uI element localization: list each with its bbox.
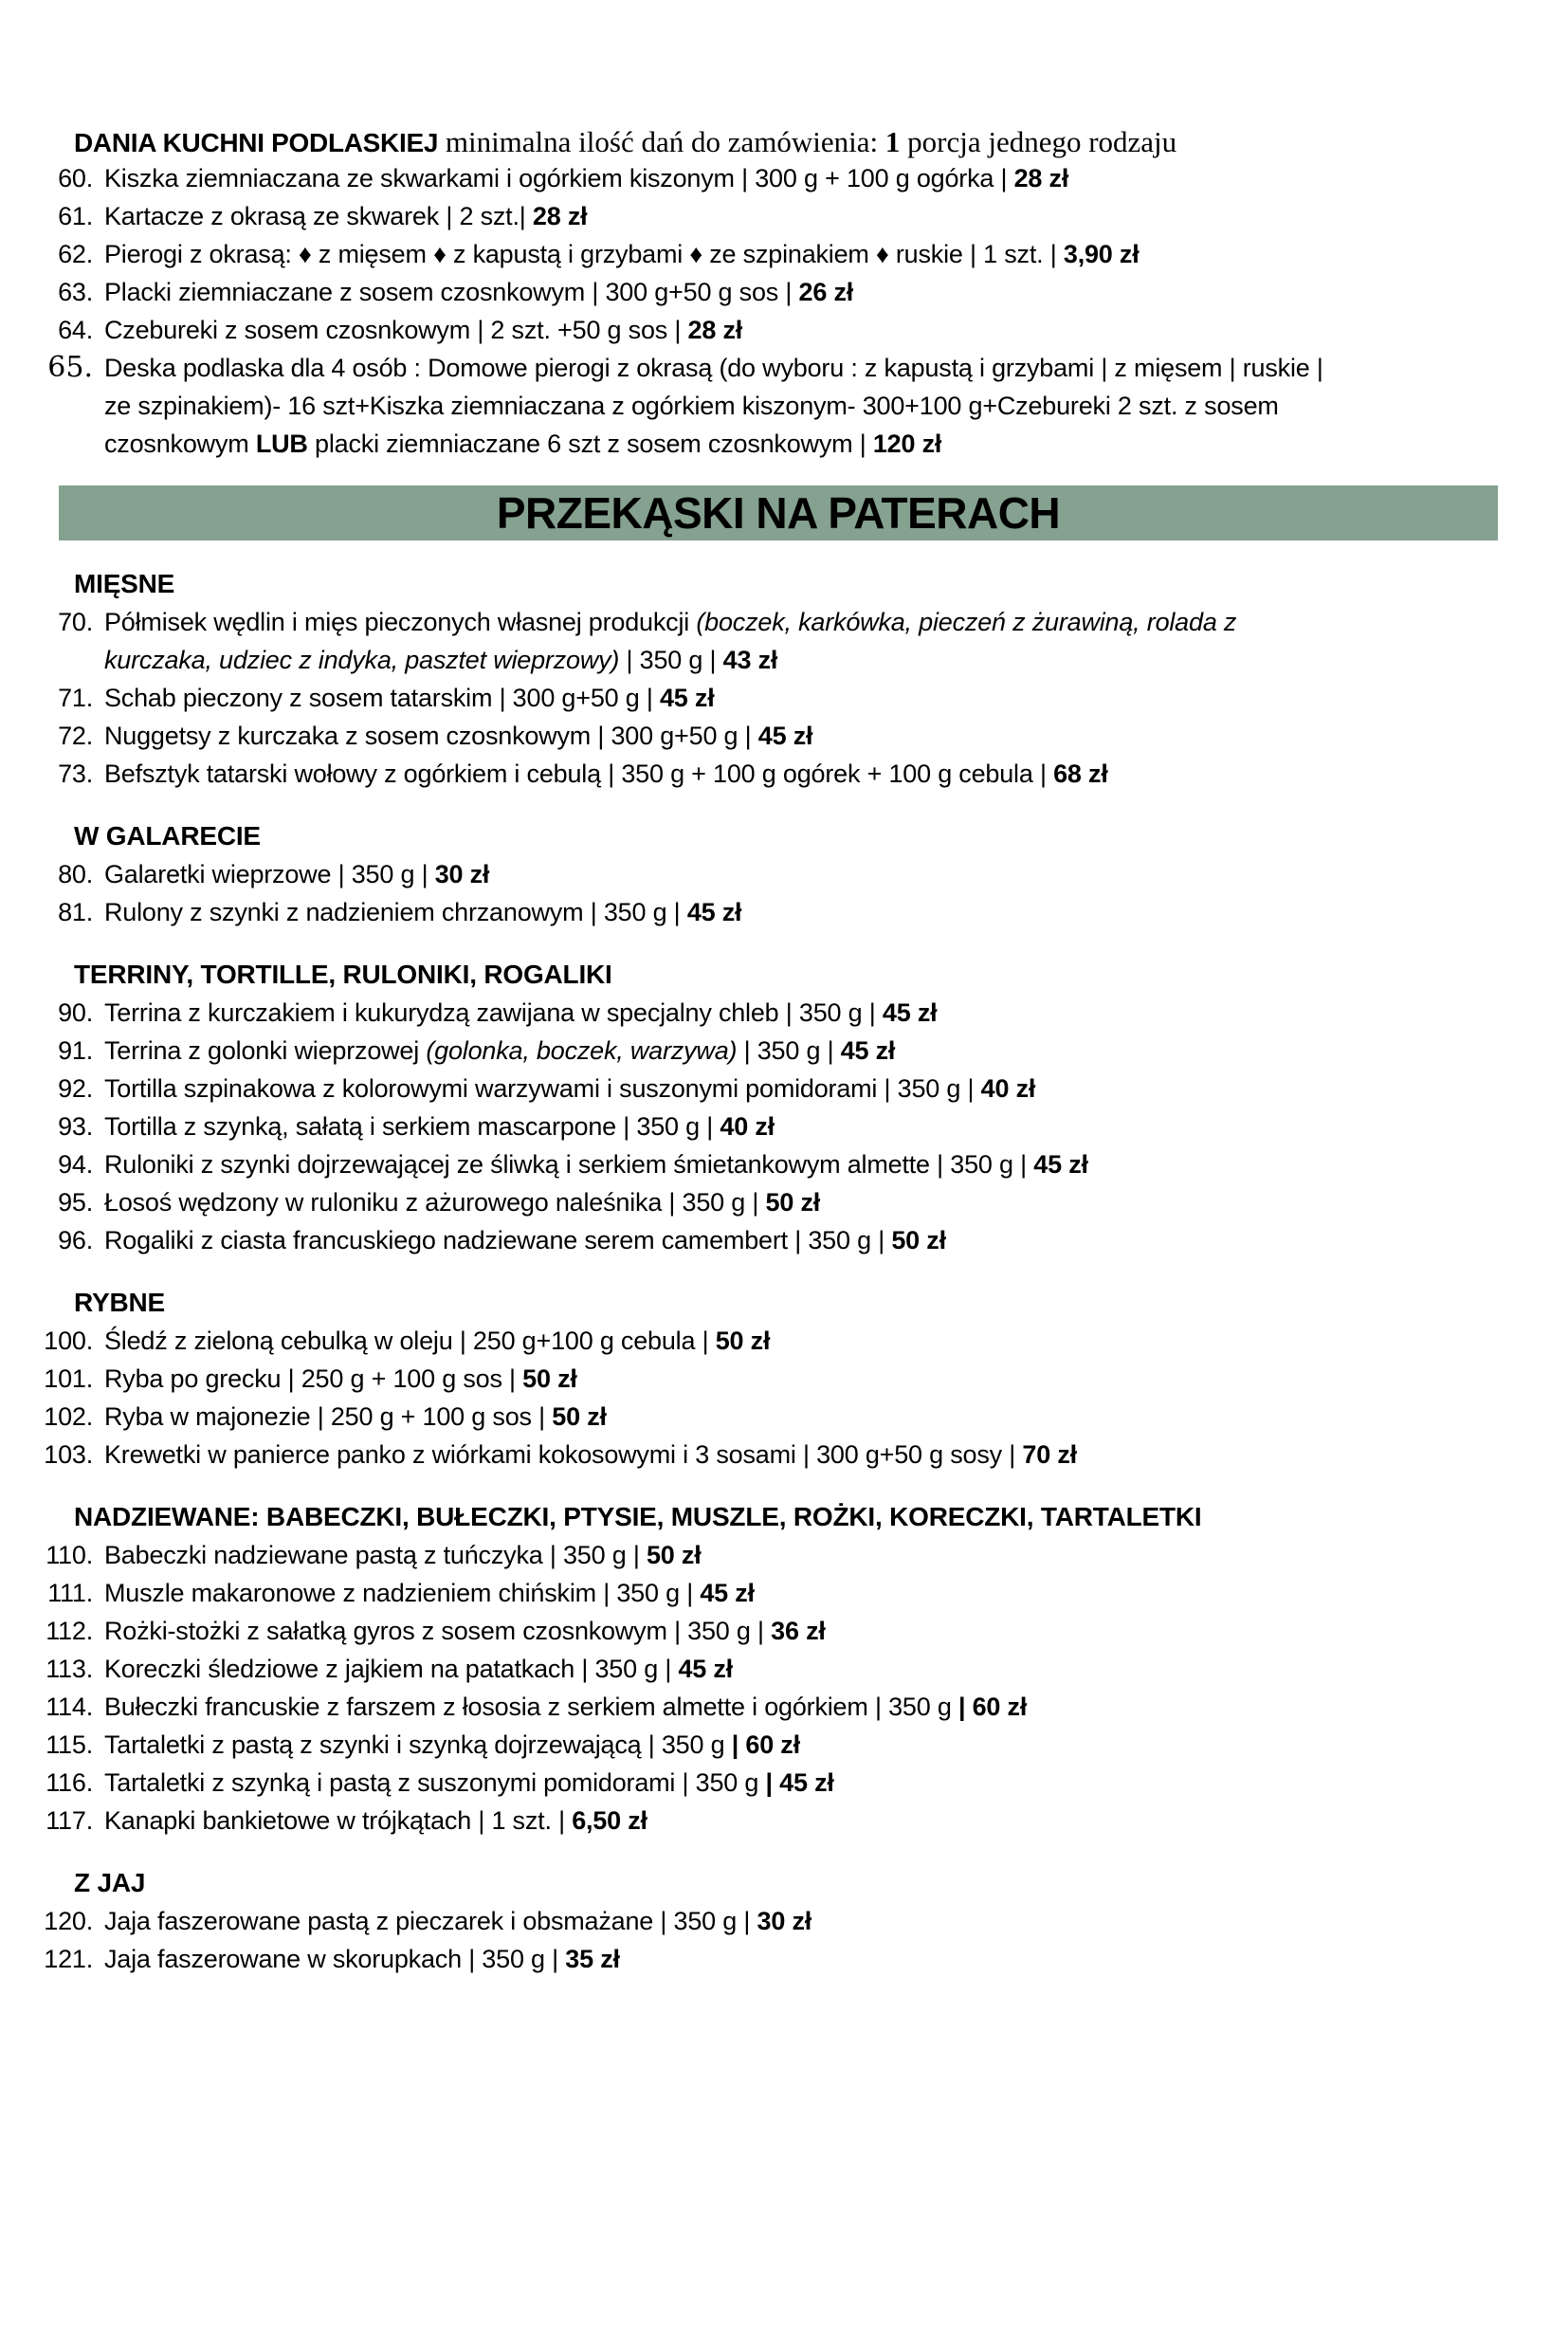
item-number: 70.	[58, 608, 93, 636]
item-text	[104, 1183, 820, 1221]
menu-item	[0, 1902, 1568, 1940]
item-number: 71.	[58, 684, 93, 712]
item-text-segment: | 45 zł	[765, 1768, 834, 1797]
menu-item	[0, 311, 1568, 349]
item-text-segment: 50 zł	[646, 1541, 702, 1569]
item-text-segment: 28 zł	[687, 316, 743, 344]
page-title-main: DANIA KUCHNI PODLASKIEJ	[74, 128, 439, 157]
item-text-segment: 36 zł	[771, 1617, 826, 1645]
menu-item	[0, 1574, 1568, 1612]
item-text-segment: 26 zł	[798, 278, 854, 306]
item-text-segment: 40 zł	[720, 1112, 775, 1141]
item-text-segment: 28 zł	[532, 202, 588, 230]
group-heading: MIĘSNE	[74, 569, 175, 598]
item-text-segment: 6,50 zł	[572, 1806, 647, 1835]
item-number: 91.	[58, 1036, 93, 1065]
menu-item	[0, 1221, 1568, 1259]
item-text	[104, 1436, 1077, 1474]
item-number: 121.	[44, 1945, 93, 1973]
item-number: 94.	[58, 1150, 93, 1179]
menu-item	[0, 273, 1568, 311]
item-number: 80.	[58, 860, 93, 888]
item-text-segment: 50 zł	[552, 1402, 607, 1431]
item-number: 90.	[58, 998, 93, 1027]
item-text-segment: 43 zł	[722, 646, 778, 674]
menu-item	[0, 1688, 1568, 1726]
item-text-segment: | 350 g |	[619, 646, 723, 674]
item-number: 64.	[58, 316, 93, 344]
item-text-segment: 120 zł	[872, 430, 942, 458]
item-text	[104, 235, 1140, 273]
item-text-segment: Rogaliki z ciasta francuskiego nadziewane serem camembert | 350 g |	[104, 1226, 892, 1254]
menu-item	[0, 994, 1568, 1032]
item-text	[104, 1802, 647, 1840]
item-number: 102.	[44, 1402, 93, 1431]
item-text-segment: Deska podlaska dla 4 osób : Domowe pierogi z okrasą (do wyboru : z kapustą i grzybami | z mięsem | ruskie | ze szpinakiem)- 16 szt+Kiszka ziemniaczana z ogórkiem kiszonym- 300+100 g+Czebureki 2 szt. z sosem czosnkowym	[104, 354, 1323, 458]
item-text	[104, 273, 853, 311]
menu-item	[0, 1650, 1568, 1688]
item-text	[104, 1070, 1035, 1107]
item-text	[104, 197, 587, 235]
item-number: 114.	[46, 1693, 93, 1721]
item-text	[104, 1145, 1088, 1183]
item-text-segment: | 60 zł	[957, 1693, 1028, 1721]
menu-item	[0, 1183, 1568, 1221]
item-text-segment: 45 zł	[840, 1036, 896, 1065]
item-number: 63.	[58, 278, 93, 306]
menu-item	[0, 893, 1568, 931]
page-title-note-number: 1	[884, 125, 901, 158]
item-text-segment: 68 zł	[1053, 760, 1108, 788]
item-text-segment: Rulony z szynki z nadzieniem chrzanowym | 350 g |	[104, 898, 687, 926]
item-text-segment: | 60 zł	[731, 1730, 800, 1759]
item-number: 110.	[46, 1541, 93, 1569]
item-text	[104, 1221, 946, 1259]
item-text	[104, 1902, 811, 1940]
item-text	[104, 855, 489, 893]
menu-groups	[0, 565, 1568, 1978]
item-text-segment: 45 zł	[659, 684, 715, 712]
item-text-segment: | 350 g |	[737, 1036, 841, 1065]
item-number: 95.	[58, 1188, 93, 1217]
item-number: 61.	[58, 202, 93, 230]
item-number: 96.	[58, 1226, 93, 1254]
menu-item	[0, 755, 1568, 793]
item-text-segment: Łosoś wędzony w ruloniku z ażurowego naleśnika | 350 g |	[104, 1188, 766, 1217]
item-text-segment: 30 zł	[757, 1907, 812, 1935]
item-text-segment: LUB	[255, 430, 308, 458]
item-text	[104, 603, 1346, 679]
item-text-segment: Półmisek wędlin i mięs pieczonych własnej produkcji	[104, 608, 697, 636]
menu-list	[0, 1322, 1568, 1474]
section-banner-label: PRZEKĄSKI NA PATERACH	[496, 488, 1061, 538]
menu-item	[0, 1940, 1568, 1978]
item-text	[104, 311, 742, 349]
menu-item	[0, 1726, 1568, 1764]
item-text-segment: (golonka, boczek, warzywa)	[426, 1036, 738, 1065]
item-number: 73.	[58, 760, 93, 788]
page-title	[74, 125, 1568, 159]
menu-item	[0, 1070, 1568, 1107]
item-text-segment: 40 zł	[980, 1074, 1036, 1103]
item-number: 65.	[47, 351, 93, 384]
page-title-note-prefix: minimalna ilość dań do zamówienia:	[438, 125, 885, 158]
item-text-segment: 50 zł	[522, 1364, 577, 1393]
item-text-segment: Ryba w majonezie | 250 g + 100 g sos |	[104, 1402, 553, 1431]
menu-item	[0, 1107, 1568, 1145]
menu-list	[0, 1536, 1568, 1840]
item-text-segment: Rożki-stożki z sałatką gyros z sosem czosnkowym | 350 g |	[104, 1617, 772, 1645]
item-text-segment: placki ziemniaczane 6 szt z sosem czosnkowym |	[307, 430, 873, 458]
menu-item	[0, 1612, 1568, 1650]
item-number: 116.	[46, 1768, 93, 1797]
item-text	[104, 1688, 1027, 1726]
item-number: 101.	[44, 1364, 93, 1393]
item-text	[104, 1398, 607, 1436]
group-heading: TERRINY, TORTILLE, RULONIKI, ROGALIKI	[74, 960, 612, 989]
section-banner	[59, 485, 1498, 540]
item-text-segment: Pierogi z okrasą: ♦ z mięsem ♦ z kapustą i grzybami ♦ ze szpinakiem ♦ ruskie | 1 szt. |	[104, 240, 1064, 268]
item-text-segment: 70 zł	[1022, 1440, 1077, 1469]
item-text-segment: Jaja faszerowane pastą z pieczarek i obsmażane | 350 g |	[104, 1907, 757, 1935]
menu-item	[0, 1360, 1568, 1398]
item-text-segment: Ryba po grecku | 250 g + 100 g sos |	[104, 1364, 523, 1393]
item-text	[104, 1360, 577, 1398]
menu-list-podlaskie	[0, 159, 1568, 463]
item-number: 81.	[58, 898, 93, 926]
item-text	[104, 349, 1346, 463]
item-text-segment: Kanapki bankietowe w trójkątach | 1 szt. |	[104, 1806, 573, 1835]
menu-item	[0, 1145, 1568, 1183]
menu-item	[0, 679, 1568, 717]
item-number: 117.	[46, 1806, 93, 1835]
menu-item	[0, 1764, 1568, 1802]
menu-list	[0, 603, 1568, 793]
item-text	[104, 1536, 702, 1574]
item-text	[104, 1940, 620, 1978]
item-text-segment: Bułeczki francuskie z farszem z łososia z serkiem almette i ogórkiem | 350 g	[104, 1693, 958, 1721]
menu-item	[0, 197, 1568, 235]
menu-item	[0, 1398, 1568, 1436]
item-text-segment: Befsztyk tatarski wołowy z ogórkiem i cebulą | 350 g + 100 g ogórek + 100 g cebula |	[104, 760, 1054, 788]
item-text-segment: Koreczki śledziowe z jajkiem na patatkach | 350 g |	[104, 1655, 679, 1683]
group-heading: RYBNE	[74, 1288, 165, 1317]
item-text-segment: Placki ziemniaczane z sosem czosnkowym | 300 g+50 g sos |	[104, 278, 799, 306]
page-title-note-suffix: porcja jednego rodzaju	[900, 125, 1177, 158]
item-number: 92.	[58, 1074, 93, 1103]
item-text-segment: Schab pieczony z sosem tatarskim | 300 g+50 g |	[104, 684, 660, 712]
item-text-segment: 30 zł	[434, 860, 490, 888]
menu-item	[0, 1032, 1568, 1070]
item-text	[104, 1612, 826, 1650]
menu-item	[0, 603, 1568, 679]
menu-item	[0, 855, 1568, 893]
menu-page	[0, 125, 1568, 2343]
item-text	[104, 1650, 733, 1688]
menu-item	[0, 1436, 1568, 1474]
item-text-segment: 35 zł	[565, 1945, 620, 1973]
item-text-segment: 50 zł	[891, 1226, 946, 1254]
item-text-segment: Krewetki w panierce panko z wiórkami kokosowymi i 3 sosami | 300 g+50 g sosy |	[104, 1440, 1023, 1469]
menu-list	[0, 1902, 1568, 1978]
menu-item	[0, 1802, 1568, 1840]
item-text-segment: Ruloniki z szynki dojrzewającej ze śliwką i serkiem śmietankowym almette | 350 g |	[104, 1150, 1034, 1179]
item-text-segment: Tartaletki z pastą z szynki i szynką dojrzewającą | 350 g	[104, 1730, 732, 1759]
group-heading: NADZIEWANE: BABECZKI, BUŁECZKI, PTYSIE, MUSZLE, ROŻKI, KORECZKI, TARTALETKI	[74, 1502, 1202, 1531]
menu-item	[0, 235, 1568, 273]
item-text-segment: 50 zł	[765, 1188, 821, 1217]
item-number: 60.	[58, 164, 93, 192]
menu-item	[0, 1322, 1568, 1360]
item-number: 72.	[58, 722, 93, 750]
menu-item	[0, 717, 1568, 755]
item-text-segment: 45 zł	[882, 998, 938, 1027]
item-text	[104, 159, 1068, 197]
item-number: 111.	[47, 1579, 93, 1607]
item-text-segment: 50 zł	[715, 1327, 771, 1355]
item-text-segment: Muszle makaronowe z nadzieniem chińskim | 350 g |	[104, 1579, 701, 1607]
item-text	[104, 1574, 755, 1612]
item-text-segment: Nuggetsy z kurczaka z sosem czosnkowym | 300 g+50 g |	[104, 722, 758, 750]
item-text	[104, 1726, 800, 1764]
item-text	[104, 1107, 775, 1145]
item-text	[104, 994, 937, 1032]
item-text-segment: Jaja faszerowane w skorupkach | 350 g |	[104, 1945, 566, 1973]
item-text-segment: 45 zł	[686, 898, 742, 926]
item-text-segment: Terrina z golonki wieprzowej	[104, 1036, 427, 1065]
item-text-segment: 3,90 zł	[1063, 240, 1140, 268]
item-text-segment: Śledź z zieloną cebulką w oleju | 250 g+100 g cebula |	[104, 1327, 716, 1355]
group-heading: Z JAJ	[74, 1868, 146, 1897]
item-text-segment: Kiszka ziemniaczana ze skwarkami i ogórkiem kiszonym | 300 g + 100 g ogórka |	[104, 164, 1014, 192]
item-text	[104, 755, 1108, 793]
item-number: 100.	[44, 1327, 93, 1355]
item-text-segment: (boczek, karkówka, pieczeń z żurawiną, rolada z kurczaka, udziec z indyka, pasztet wieprzowy)	[104, 608, 1237, 674]
item-number: 62.	[58, 240, 93, 268]
item-text-segment: 28 zł	[1013, 164, 1069, 192]
item-number: 103.	[44, 1440, 93, 1469]
item-text	[104, 1322, 770, 1360]
item-text-segment: 45 zł	[1033, 1150, 1088, 1179]
item-text	[104, 679, 715, 717]
item-number: 120.	[44, 1907, 93, 1935]
item-number: 113.	[46, 1655, 93, 1683]
menu-item	[0, 349, 1568, 463]
item-text-segment: 45 zł	[757, 722, 813, 750]
item-text-segment: 45 zł	[678, 1655, 733, 1683]
item-text-segment: Terrina z kurczakiem i kukurydzą zawijana w specjalny chleb | 350 g |	[104, 998, 883, 1027]
item-text	[104, 1764, 834, 1802]
item-number: 112.	[46, 1617, 93, 1645]
item-text-segment: Babeczki nadziewane pastą z tuńczyka | 350 g |	[104, 1541, 647, 1569]
item-text-segment: Kartacze z okrasą ze skwarek | 2 szt.|	[104, 202, 533, 230]
item-text-segment: Tortilla szpinakowa z kolorowymi warzywami i suszonymi pomidorami | 350 g |	[104, 1074, 981, 1103]
item-text	[104, 717, 812, 755]
menu-item	[0, 159, 1568, 197]
item-text	[104, 1032, 895, 1070]
item-text-segment: Czebureki z sosem czosnkowym | 2 szt. +50 g sos |	[104, 316, 688, 344]
item-text	[104, 893, 741, 931]
menu-list	[0, 855, 1568, 931]
item-text-segment: 45 zł	[700, 1579, 755, 1607]
menu-item	[0, 1536, 1568, 1574]
item-text-segment: Tortilla z szynką, sałatą i serkiem mascarpone | 350 g |	[104, 1112, 720, 1141]
item-number: 93.	[58, 1112, 93, 1141]
item-text-segment: Tartaletki z szynką i pastą z suszonymi pomidorami | 350 g	[104, 1768, 766, 1797]
menu-list	[0, 994, 1568, 1259]
item-number: 115.	[46, 1730, 93, 1759]
group-heading: W GALARECIE	[74, 821, 261, 851]
item-text-segment: Galaretki wieprzowe | 350 g |	[104, 860, 435, 888]
